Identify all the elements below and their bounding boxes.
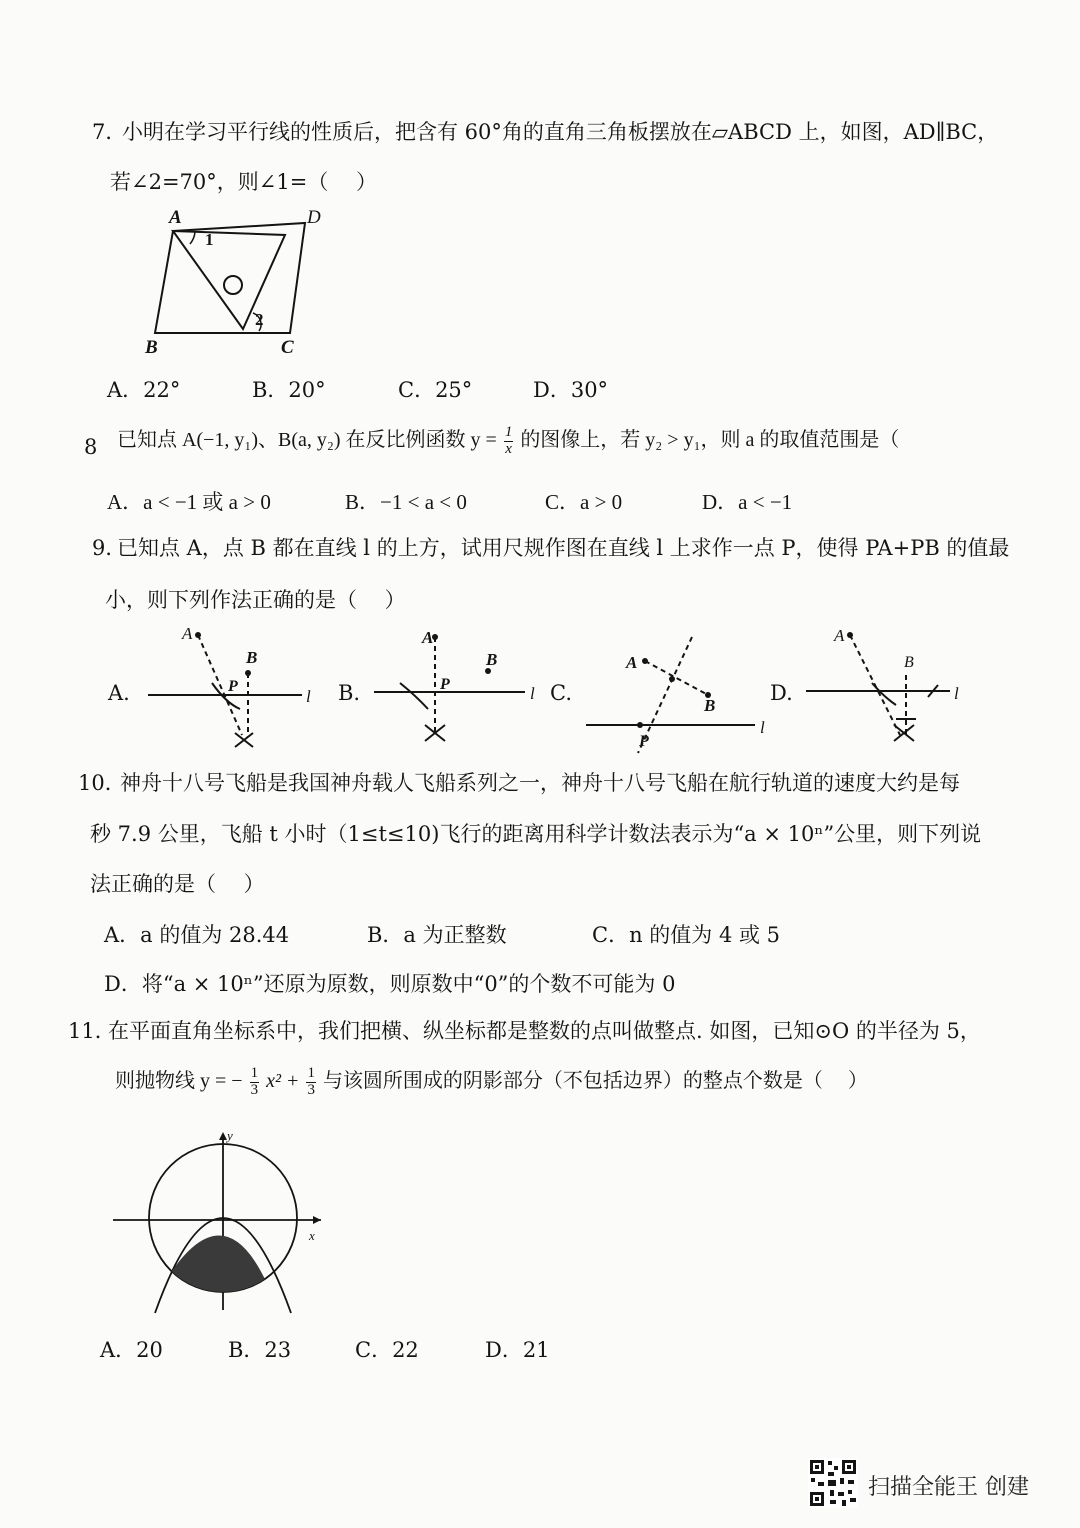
q7-label-a: A (169, 207, 182, 228)
q11-figure (105, 1128, 340, 1323)
q11-frac2-den: 3 (307, 1081, 315, 1098)
q9-option-b-letter: B. (338, 681, 361, 705)
q10-line3: 法正确的是（ ） (90, 872, 265, 896)
q9-line1: 已知点 A，点 B 都在直线 l 的上方，试用尺规作图在直线 l 上求作一点 P，使得 PA+PB 的值最 (117, 536, 1010, 560)
svg-text:A: A (626, 653, 638, 672)
q8-option-b: B．−1 < a < 0 (345, 490, 467, 514)
q10-option-b: B．a 为正整数 (367, 923, 507, 947)
q7-triangle-hole (224, 276, 242, 294)
q11-frac1-num: 1 (250, 1065, 259, 1081)
q7-line2: 若∠2=70°，则∠1=（ ） (110, 170, 378, 194)
q9-option-c-letter: C. (550, 681, 572, 705)
q11-option-d: D．21 (485, 1338, 550, 1362)
q11-line2 (115, 1066, 868, 1099)
q7-figure (135, 205, 335, 360)
q9-figure-b (370, 625, 550, 755)
svg-text:P: P (228, 678, 238, 695)
q8-frac-num: 1 (504, 424, 513, 440)
q7-number: 7． (92, 120, 127, 144)
svg-text:B: B (704, 696, 716, 715)
q8-option-a: A．a < −1 或 a > 0 (107, 490, 271, 514)
q7-triangle-board (173, 231, 285, 329)
svg-text:l: l (306, 687, 311, 706)
q9-number: 9． (92, 536, 127, 560)
svg-text:l: l (760, 718, 765, 737)
q9-line2: 小，则下列作法正确的是（ ） (105, 588, 406, 612)
q7-label-d: D (307, 207, 321, 228)
q8-text-pre: 已知点 A(−1, y₁)、B(a, y₂) 在反比例函数 y = (117, 428, 497, 451)
footer-watermark: 扫描全能王 创建 (868, 1475, 1029, 1500)
svg-text:B: B (904, 654, 914, 671)
q7-option-a: A．22° (107, 378, 181, 402)
q11-fraction-2 (306, 1066, 316, 1099)
q7-option-b: B．20° (252, 378, 326, 402)
q10-option-d: D．将“a × 10ⁿ”还原为原数，则原数中“0”的个数不可能为 0 (104, 972, 676, 996)
svg-text:A: A (182, 625, 193, 643)
svg-text:x: x (309, 1228, 315, 1243)
q10-number: 10． (78, 771, 126, 795)
q11-shaded-region (161, 1236, 269, 1306)
q9-option-a-letter: A. (108, 681, 130, 705)
qr-code-icon (808, 1458, 858, 1508)
q8-frac-den: x (505, 440, 512, 457)
q8-number: 8 (84, 435, 98, 459)
svg-text:l: l (530, 684, 535, 703)
q10-line1: 神舟十八号飞船是我国神舟载人飞船系列之一，神舟十八号飞船在航行轨道的速度大约是每 (120, 771, 960, 795)
q11-number: 11． (68, 1019, 116, 1043)
q8-option-c: C．a > 0 (545, 490, 623, 514)
q11-text-post: 与该圆所围成的阴影部分（不包括边界）的整点个数是（ ） (322, 1069, 868, 1092)
q8-text-post: 的图像上，若 y₂ > y₁，则 a 的取值范围是（ (520, 428, 900, 451)
q7-option-c: C．25° (398, 378, 473, 402)
q11-option-a: A．20 (100, 1338, 163, 1362)
svg-text:l: l (954, 684, 959, 703)
svg-text:B: B (486, 650, 498, 669)
q8-option-d: D．a < −1 (702, 490, 793, 514)
q7-line1: 小明在学习平行线的性质后，把含有 60°角的直角三角板摆放在▱ABCD 上，如图，AD∥BC， (122, 120, 999, 144)
q9-figure-d (800, 625, 980, 755)
q10-line2: 秒 7.9 公里，飞船 t 小时（1≤t≤10)飞行的距离用科学计数法表示为“a × 10ⁿ”公里，则下列说 (90, 822, 982, 846)
q8-fraction (504, 425, 514, 458)
q11-option-c: C．22 (355, 1338, 419, 1362)
q9-figure-c (580, 625, 780, 755)
q9-figure-a (140, 625, 320, 755)
svg-text:P: P (639, 733, 649, 750)
svg-text:B: B (246, 648, 258, 667)
q7-option-d: D．30° (533, 378, 609, 402)
q10-option-c: C．n 的值为 4 或 5 (592, 923, 781, 947)
svg-text:y: y (227, 1128, 233, 1143)
svg-text:A: A (422, 628, 434, 647)
q7-label-b: B (145, 337, 158, 358)
q11-text-pre: 则抛物线 y = − (115, 1069, 243, 1092)
q11-option-b: B．23 (228, 1338, 292, 1362)
q10-option-a: A．a 的值为 28.44 (104, 923, 290, 947)
q7-label-c: C (281, 337, 294, 358)
q7-label-angle1: 1 (205, 230, 214, 249)
q9-option-d-letter: D. (770, 681, 793, 705)
q11-line1: 在平面直角坐标系中，我们把横、纵坐标都是整数的点叫做整点. 如图，已知⊙O 的半径为 5， (108, 1019, 981, 1043)
svg-text:A: A (834, 626, 845, 645)
q7-label-angle2: 2 (255, 310, 264, 329)
q11-frac2-num: 1 (307, 1065, 315, 1081)
q11-frac1-den: 3 (250, 1081, 259, 1098)
q11-mid: x² + (266, 1069, 300, 1092)
q8-stem (117, 425, 899, 458)
q11-fraction-1 (250, 1066, 260, 1099)
svg-text:P: P (440, 676, 450, 693)
